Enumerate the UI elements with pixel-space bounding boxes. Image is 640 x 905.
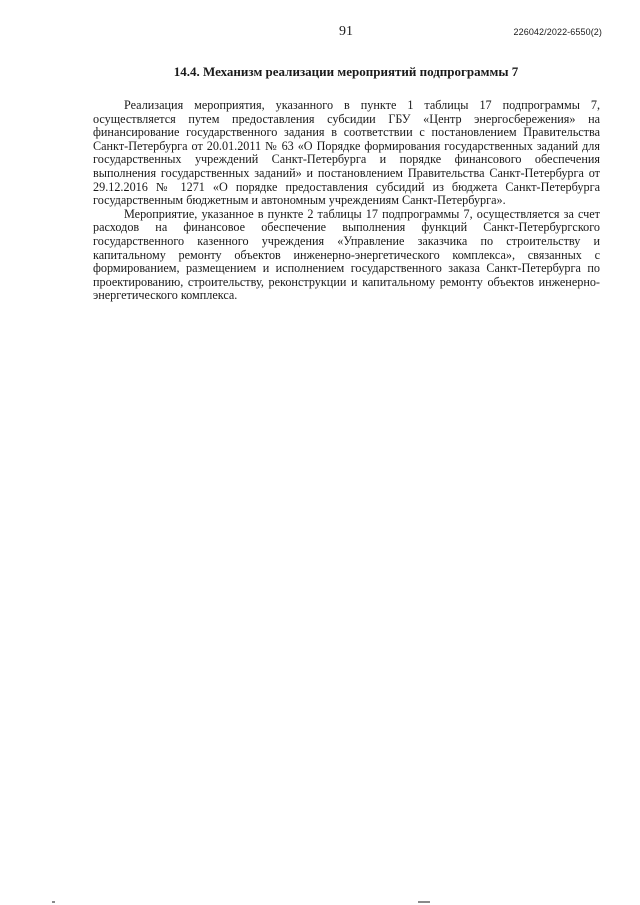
scan-mark: [52, 901, 55, 903]
paragraph: Мероприятие, указанное в пункте 2 таблицы 17 подпрограммы 7, осуществляется за счет расходов на финансовое обеспечение выполнения функций Санкт-Петербургского государственного казенного учреждения «Управление заказчика по строительству и капитальному ремонту объектов инженерно-энергетического комплекса», связанных с формированием, размещением и исполнением государственного заказа Санкт-Петербурга по проектированию, строительству, реконструкции и капитальному ремонту объектов инженерно-энергетического комплекса.: [93, 206, 600, 303]
paragraph: Реализация мероприятия, указанного в пункте 1 таблицы 17 подпрограммы 7, осуществляется путем предоставления субсидии ГБУ «Центр энергосбережения» на финансирование государственного задания в соответствии с постановлением Правительства Санкт-Петербурга от 20.01.2011 № 63 «О Порядке формирования государственных заданий для государственных учреждений Санкт-Петербурга и порядке финансового обеспечения выполнения государственных заданий» и постановлением Правительства Санкт-Петербурга от 29.12.2016 № 1271 «О порядке предоставления субсидий из бюджета Санкт-Петербурга государственным бюджетным и автономным учреждениям Санкт-Петербурга».: [93, 98, 600, 208]
document-id: 226042/2022-6550(2): [513, 27, 602, 37]
scan-mark: [418, 901, 430, 903]
section-heading: 14.4. Механизм реализации мероприятий подпрограммы 7: [173, 64, 519, 79]
page-number: 91: [339, 24, 353, 39]
body-text: [93, 99, 600, 303]
